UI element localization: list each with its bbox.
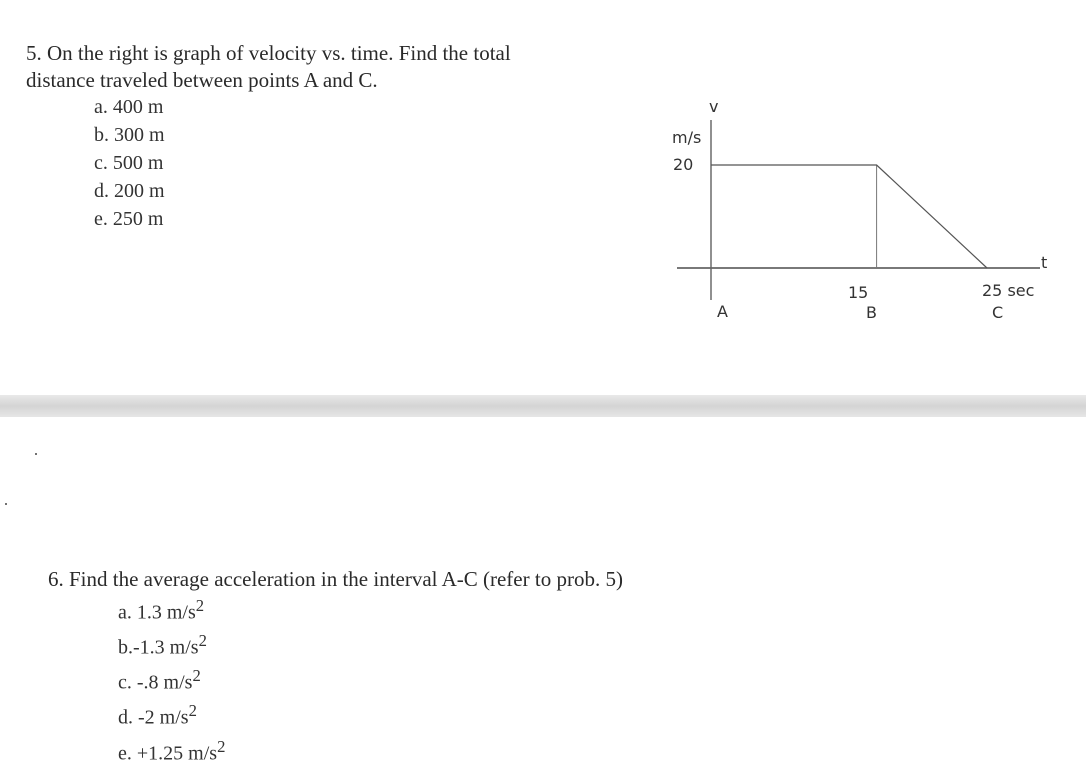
unit-label: m/s <box>672 128 702 147</box>
v-axis-label: v <box>709 97 719 116</box>
q6-option-d-exponent: 2 <box>188 701 197 721</box>
q6-option-e <box>118 733 225 768</box>
q6-option-c-exponent: 2 <box>192 666 201 686</box>
x-tick-15: 15 <box>848 283 869 302</box>
q6-option-c <box>118 662 225 697</box>
q6-option-a-text: a. 1.3 m/s <box>118 601 196 624</box>
q5-option-e: e. 250 m <box>94 208 164 230</box>
q5-prompt-line-1: 5. On the right is graph of velocity vs. time. Find the total <box>26 41 511 65</box>
point-c-label: C <box>992 303 1004 322</box>
q6-option-a <box>118 592 225 627</box>
q5-option-b: b. 300 m <box>94 124 165 146</box>
q6-option-e-text: e. +1.25 m/s <box>118 742 218 765</box>
q5-option-d: d. 200 m <box>94 180 165 202</box>
q6-options <box>118 592 225 768</box>
velocity-series-line <box>711 165 987 268</box>
point-b-label: B <box>866 303 877 322</box>
q6-option-a-exponent: 2 <box>195 596 205 615</box>
q6-option-b-exponent: 2 <box>198 631 207 651</box>
point-a-label: A <box>717 302 728 321</box>
stray-mark <box>35 453 37 455</box>
q6-option-d-text: d. -2 m/s <box>118 707 189 730</box>
t-axis-label: t <box>1041 253 1048 272</box>
q6-option-b-text: b.-1.3 m/s <box>118 636 199 659</box>
q6-prompt: 6. Find the average acceleration in the interval A-C (refer to prob. 5) <box>48 567 623 591</box>
q5-option-c: c. 500 m <box>94 152 164 174</box>
q5-prompt-line-2: distance traveled between points A and C. <box>26 68 378 92</box>
stray-mark <box>5 503 7 505</box>
q6-option-b <box>118 627 225 662</box>
q5-option-a: a. 400 m <box>94 96 164 118</box>
q6-option-c-text: c. -.8 m/s <box>118 671 193 694</box>
q6-option-e-exponent: 2 <box>217 736 226 756</box>
y-tick-20: 20 <box>673 155 694 174</box>
section-divider <box>0 395 1086 417</box>
x-tick-25: 25 sec <box>982 281 1035 300</box>
q6-option-d <box>118 697 225 732</box>
